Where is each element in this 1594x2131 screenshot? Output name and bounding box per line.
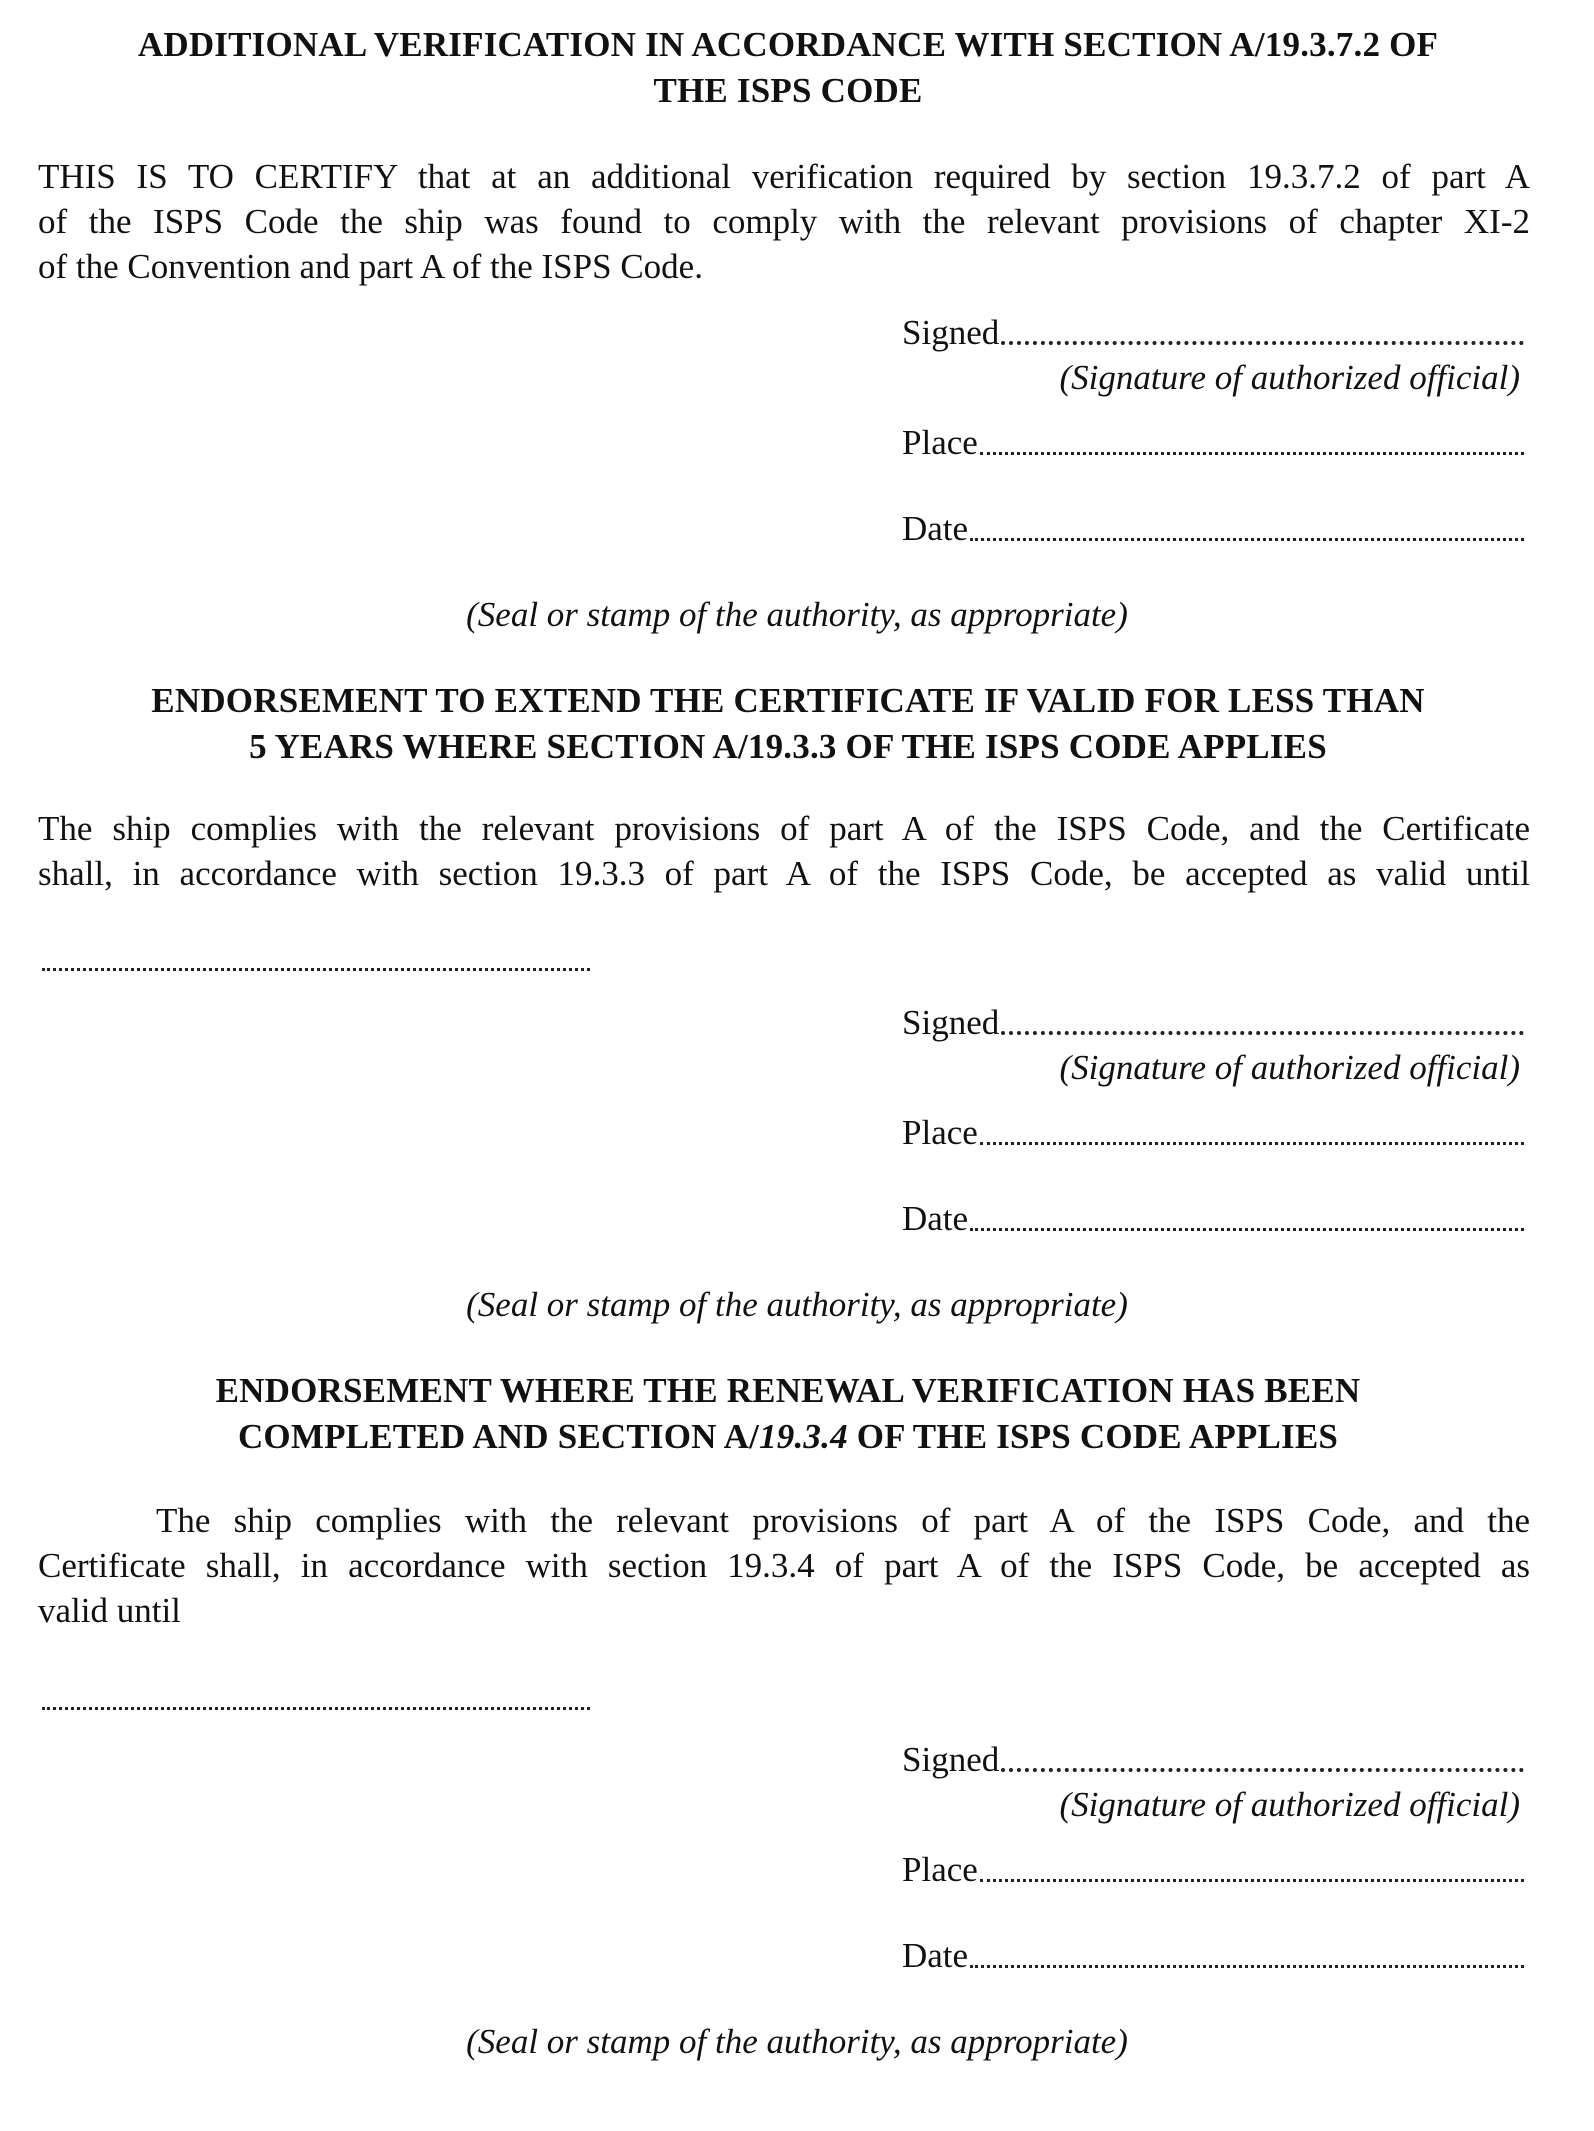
section3-heading-line2-post: OF THE ISPS CODE APPLIES <box>847 1417 1339 1456</box>
section2-signed-label: Signed <box>902 1003 1000 1042</box>
section3-date-field[interactable] <box>902 1933 1524 1978</box>
section1-heading <box>38 22 1538 114</box>
section2-seal-caption: (Seal or stamp of the authority, as appropriate) <box>466 1285 1128 1324</box>
section3-valid-until-dotted-line[interactable] <box>42 1697 590 1710</box>
section2-heading <box>38 678 1538 770</box>
section3-body-line3: valid until <box>38 1591 181 1630</box>
section2-heading-line2: 5 YEARS WHERE SECTION A/19.3.3 OF THE ISPS CODE APPLIES <box>249 727 1327 766</box>
section3-signed-field[interactable] <box>902 1737 1524 1782</box>
section3-seal-caption: (Seal or stamp of the authority, as appropriate) <box>466 2022 1128 2061</box>
section1-signature-caption: (Signature of authorized official) <box>1059 358 1520 397</box>
section2-place-label: Place <box>902 1113 978 1152</box>
section3-heading-line2 <box>38 1414 1538 1460</box>
section2-signature-caption: (Signature of authorized official) <box>1059 1048 1520 1087</box>
section3-place-dotted-line[interactable] <box>980 1871 1524 1882</box>
section3-heading-line2-pre: COMPLETED AND SECTION A/ <box>237 1417 760 1456</box>
section1-body-line1: THIS IS TO CERTIFY that at an additional verification required by section 19.3.7.2 of part A <box>38 157 1530 196</box>
section1-date-label: Date <box>902 509 969 548</box>
section1-signed-field[interactable] <box>902 310 1524 355</box>
section1-body <box>38 154 1530 289</box>
section3-body <box>38 1498 1530 1633</box>
section2-body-line2: shall, in accordance with section 19.3.3 of part A of the ISPS Code, be accepted as valid until <box>38 854 1530 893</box>
section3-body-line2: Certificate shall, in accordance with section 19.3.4 of part A of the ISPS Code, be accepted as <box>38 1546 1530 1585</box>
section1-seal-caption: (Seal or stamp of the authority, as appropriate) <box>466 595 1128 634</box>
section2-signed-dotted-line[interactable] <box>1001 1023 1524 1035</box>
section3-signature-caption: (Signature of authorized official) <box>1059 1785 1520 1824</box>
section3-signed-dotted-line[interactable] <box>1001 1760 1524 1772</box>
section3-date-label: Date <box>902 1936 969 1975</box>
section1-place-field[interactable] <box>902 420 1524 465</box>
section3-place-label: Place <box>902 1850 978 1889</box>
section2-date-dotted-line[interactable] <box>970 1220 1524 1231</box>
section2-valid-until-dotted-line[interactable] <box>42 958 590 971</box>
section1-signed-label: Signed <box>902 313 1000 352</box>
section2-place-field[interactable] <box>902 1110 1524 1155</box>
section2-signed-field[interactable] <box>902 1000 1524 1045</box>
section1-signed-dotted-line[interactable] <box>1001 333 1524 345</box>
section1-date-field[interactable] <box>902 506 1524 551</box>
section1-body-line2: of the ISPS Code the ship was found to comply with the relevant provisions of chapter XI-2 <box>38 202 1530 241</box>
section2-heading-line1: ENDORSEMENT TO EXTEND THE CERTIFICATE IF VALID FOR LESS THAN <box>151 681 1425 720</box>
section1-body-line3: of the Convention and part A of the ISPS Code. <box>38 247 703 286</box>
section1-place-label: Place <box>902 423 978 462</box>
section1-place-dotted-line[interactable] <box>980 444 1524 455</box>
section2-body-line1: The ship complies with the relevant provisions of part A of the ISPS Code, and the Certificate <box>38 809 1530 848</box>
section3-date-dotted-line[interactable] <box>970 1957 1524 1968</box>
section2-date-label: Date <box>902 1199 969 1238</box>
section2-place-dotted-line[interactable] <box>980 1134 1524 1145</box>
section3-place-field[interactable] <box>902 1847 1524 1892</box>
section3-heading-line1: ENDORSEMENT WHERE THE RENEWAL VERIFICATION HAS BEEN <box>215 1371 1361 1410</box>
section2-body <box>38 806 1530 896</box>
section1-date-dotted-line[interactable] <box>970 530 1524 541</box>
section3-heading <box>38 1368 1538 1460</box>
section2-date-field[interactable] <box>902 1196 1524 1241</box>
section3-signed-label: Signed <box>902 1740 1000 1779</box>
section3-body-line1: The ship complies with the relevant provisions of part A of the ISPS Code, and the <box>156 1501 1530 1540</box>
section3-heading-line2-section-number: 19.3.4 <box>759 1417 848 1456</box>
section1-heading-line2: THE ISPS CODE <box>653 71 923 110</box>
section1-heading-line1: ADDITIONAL VERIFICATION IN ACCORDANCE WITH SECTION A/19.3.7.2 OF <box>137 25 1439 64</box>
